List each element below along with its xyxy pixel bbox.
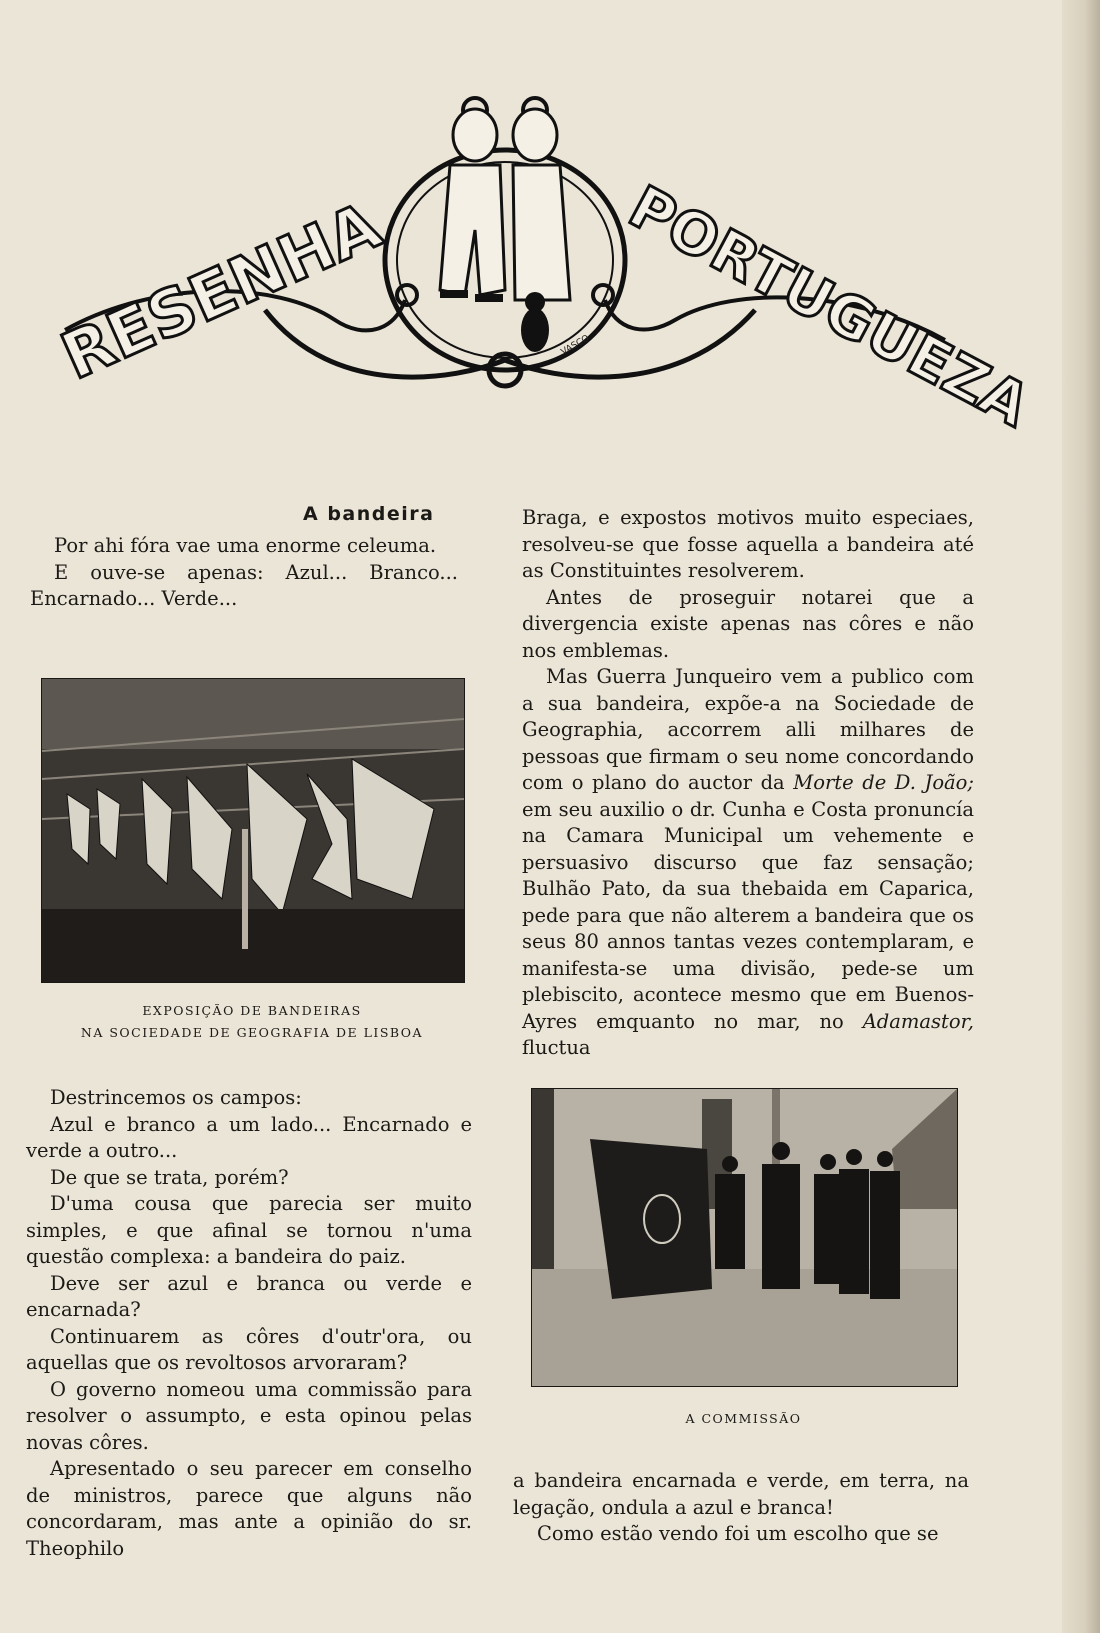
paragraph: Apresentado o seu parecer em conselho de ministros, parece que alguns não concordaram, mas ante a opinião do sr. Theophilo — [26, 1457, 472, 1560]
paragraph: Antes de proseguir notarei que a divergencia existe apenas nas côres e não nos emblemas. — [522, 585, 974, 662]
paragraph: Continuarem as côres d'outr'ora, ou aquellas que os revoltosos arvoraram? — [26, 1324, 472, 1374]
caption-line: NA SOCIEDADE DE GEOGRAFIA DE LISBOA — [80, 1025, 424, 1040]
masthead-left-word: RESENHA — [51, 188, 392, 395]
text-run: fluctua — [522, 1036, 591, 1059]
paragraph: Azul e branco a um lado... Encarnado e verde a outro... — [26, 1112, 472, 1162]
paragraph: a bandeira encarnada e verde, em terra, na legação, ondula a azul e branca! — [513, 1469, 969, 1519]
article-title: A bandeira — [303, 503, 435, 525]
caption-line: EXPOSIÇÃO DE BANDEIRAS — [142, 1003, 362, 1018]
text-run: em seu auxilio o dr. Cunha e Costa pronuncía na Camara Municipal um vehemente e persuasivo discurso que faz sensação; Bulhão Pato, da sua thebaida em Caparica, pede para que não alterem a bandeira que os seus 80 annos tantas vezes contemplaram, e manifesta-se uma divisão, pede-se um plebiscito, acontece mesmo que em Buenos-Ayres emquanto no mar, no — [522, 797, 974, 1033]
italic-title: Morte de D. João; — [793, 771, 974, 794]
italic-title: Adamastor, — [862, 1009, 974, 1033]
paragraph: O governo nomeou uma commissão para resolver o assumpto, e esta opinou pelas novas côres. — [26, 1377, 472, 1454]
paragraph: E ouve-se apenas: Azul... Branco... Encarnado... Verde... — [30, 560, 458, 610]
paragraph: Braga, e expostos motivos muito especiaes, resolveu-se que fosse aquella a bandeira até as Constituintes resolverem. — [522, 506, 974, 582]
column-1-top — [30, 533, 458, 613]
photo-flag-exhibition — [41, 678, 465, 983]
column-2-bottom — [513, 1468, 969, 1548]
paragraph: Deve ser azul e branca ou verde e encarnada? — [26, 1271, 472, 1321]
photo-2-caption: A COMMISSÃO — [685, 1411, 802, 1426]
paragraph: Como estão vendo foi um escolho que se — [537, 1522, 939, 1545]
paragraph: D'uma cousa que parecia ser muito simples, e que afinal se tornou n'uma questão complexa: a bandeira do paiz. — [26, 1192, 472, 1268]
artist-signature: VASCO — [559, 333, 592, 358]
masthead-illustration — [35, 80, 1041, 440]
photo-commission — [531, 1088, 958, 1387]
paragraph: Destrincemos os campos: — [50, 1086, 302, 1109]
text-run: Mas Guerra Junqueiro vem a publico com a sua bandeira, expõe-a na Sociedade de Geographia, accorrem alli milhares de pessoas que firmam o seu nome concordando com o plano do auctor da — [522, 665, 974, 794]
column-2-top — [522, 505, 974, 1062]
photo-1-caption — [41, 1000, 463, 1044]
paragraph: De que se trata, porém? — [50, 1165, 289, 1189]
masthead-right-word: PORTUGUEZA — [618, 172, 1041, 440]
paragraph — [522, 664, 974, 1062]
column-1-bottom — [26, 1085, 472, 1562]
page-edge-shadow — [1062, 0, 1100, 1633]
paragraph: Por ahi fóra vae uma enorme celeuma. — [54, 534, 437, 557]
